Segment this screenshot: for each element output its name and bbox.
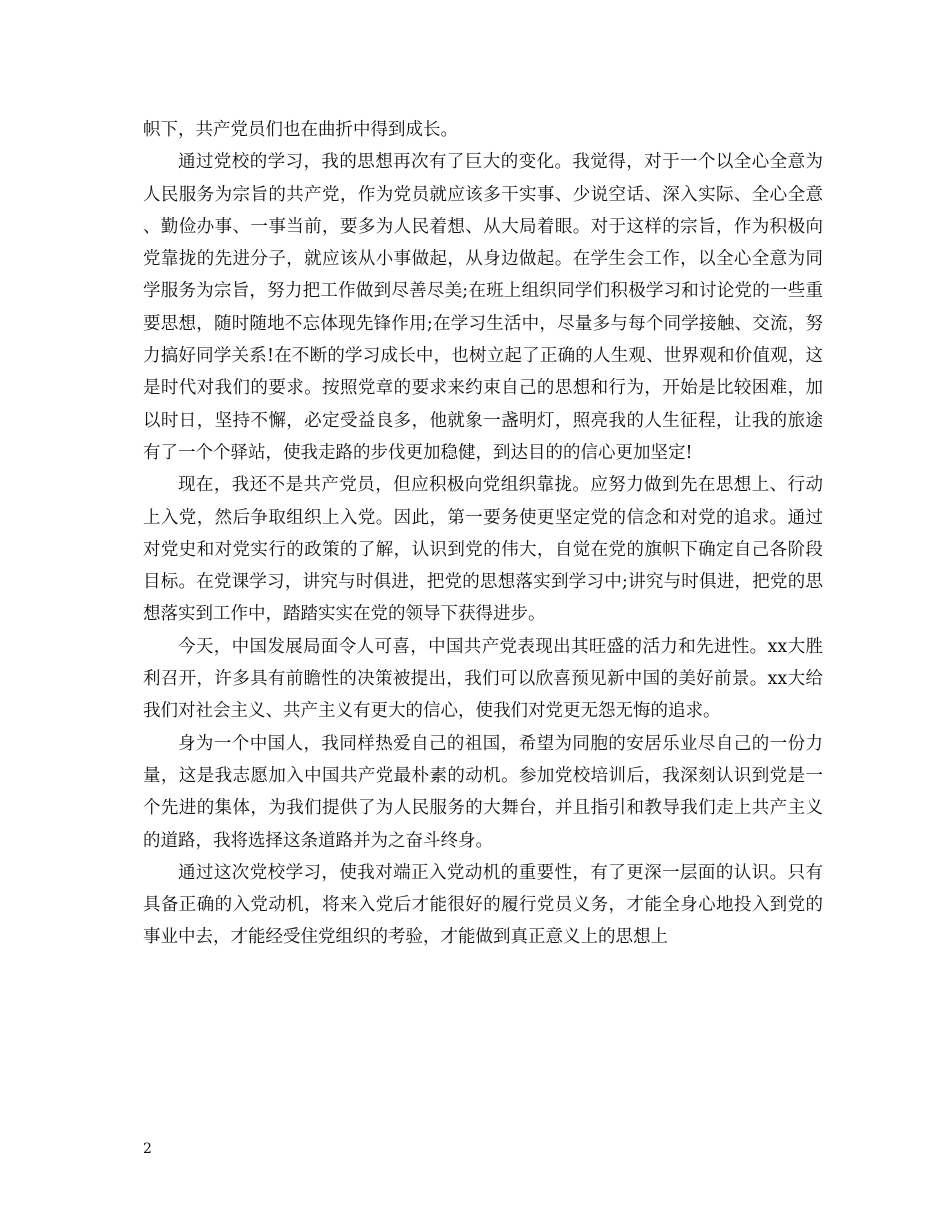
paragraph-china-development: 今天，中国发展局面令人可喜，中国共产党表现出其旺盛的活力和先进性。xx大胜利召开，许多具有前瞻性的决策被提出，我们可以欣喜预见新中国的美好前景。xx大给我们对社会主义、共产主义有更大的信心，使我们对党更无怨无悔的追求。 bbox=[143, 636, 823, 722]
paragraph-motivation: 身为一个中国人，我同样热爱自己的祖国，希望为同胞的安居乐业尽自己的一份力量，这是我志愿加入中国共产党最朴素的动机。参加党校培训后，我深刻认识到党是一个先进的集体，为我们提供了为人民服务的大舞台，并且指引和教导我们走上共产主义的道路，我将选择这条道路并为之奋斗终身。 bbox=[143, 733, 823, 851]
paragraph-continuation: 帜下，共产党员们也在曲折中得到成长。 bbox=[143, 120, 458, 140]
paragraph-approaching-party: 现在，我还不是共产党员，但应积极向党组织靠拢。应努力做到先在思想上、行动上入党，然后争取组织上入党。因此，第一要务使更坚定党的信念和对党的追求。通过对党史和对党实行的政策的了解，认识到党的伟大，自觉在党的旗帜下确定自己各阶段目标。在党课学习，讲究与时俱进，把党的思想落实到学习中;讲究与时俱进，把党的思想落实到工作中，踏踏实实在党的领导下获得进步。 bbox=[143, 475, 823, 625]
paragraph-party-school-learning: 通过党校的学习，我的思想再次有了巨大的变化。我觉得，对于一个以全心全意为人民服务为宗旨的共产党，作为党员就应该多干实事、少说空话、深入实际、全心全意、勤俭办事、一事当前，要多为人民着想、从大局着眼。对于这样的宗旨，作为积极向党靠拢的先进分子，就应该从小事做起，从身边做起。在学生会工作，以全心全意为同学服务为宗旨，努力把工作做到尽善尽美;在班上组织同学们积极学习和讨论党的一些重要思想，随时随地不忘体现先锋作用;在学习生活中，尽量多与每个同学接触、交流，努力搞好同学关系!在不断的学习成长中，也树立起了正确的人生观、世界观和价值观，这是时代对我们的要求。按照党章的要求来约束自己的思想和行为，开始是比较困难，加以时日，坚持不懈，必定受益良多，他就象一盏明灯，照亮我的人生征程，让我的旅途有了一个个驿站，使我走路的步伐更加稳健，到达目的的信心更加坚定! bbox=[143, 152, 823, 463]
page-number: 2 bbox=[143, 1141, 152, 1157]
paragraph-correct-motivation: 通过这次党校学习，使我对端正入党动机的重要性，有了更深一层面的认识。只有具备正确的入党动机，将来入党后才能很好的履行党员义务，才能全身心地投入到党的事业中去，才能经受住党组织的考验，才能做到真正意义上的思想上 bbox=[143, 862, 823, 948]
document-body bbox=[143, 114, 823, 954]
